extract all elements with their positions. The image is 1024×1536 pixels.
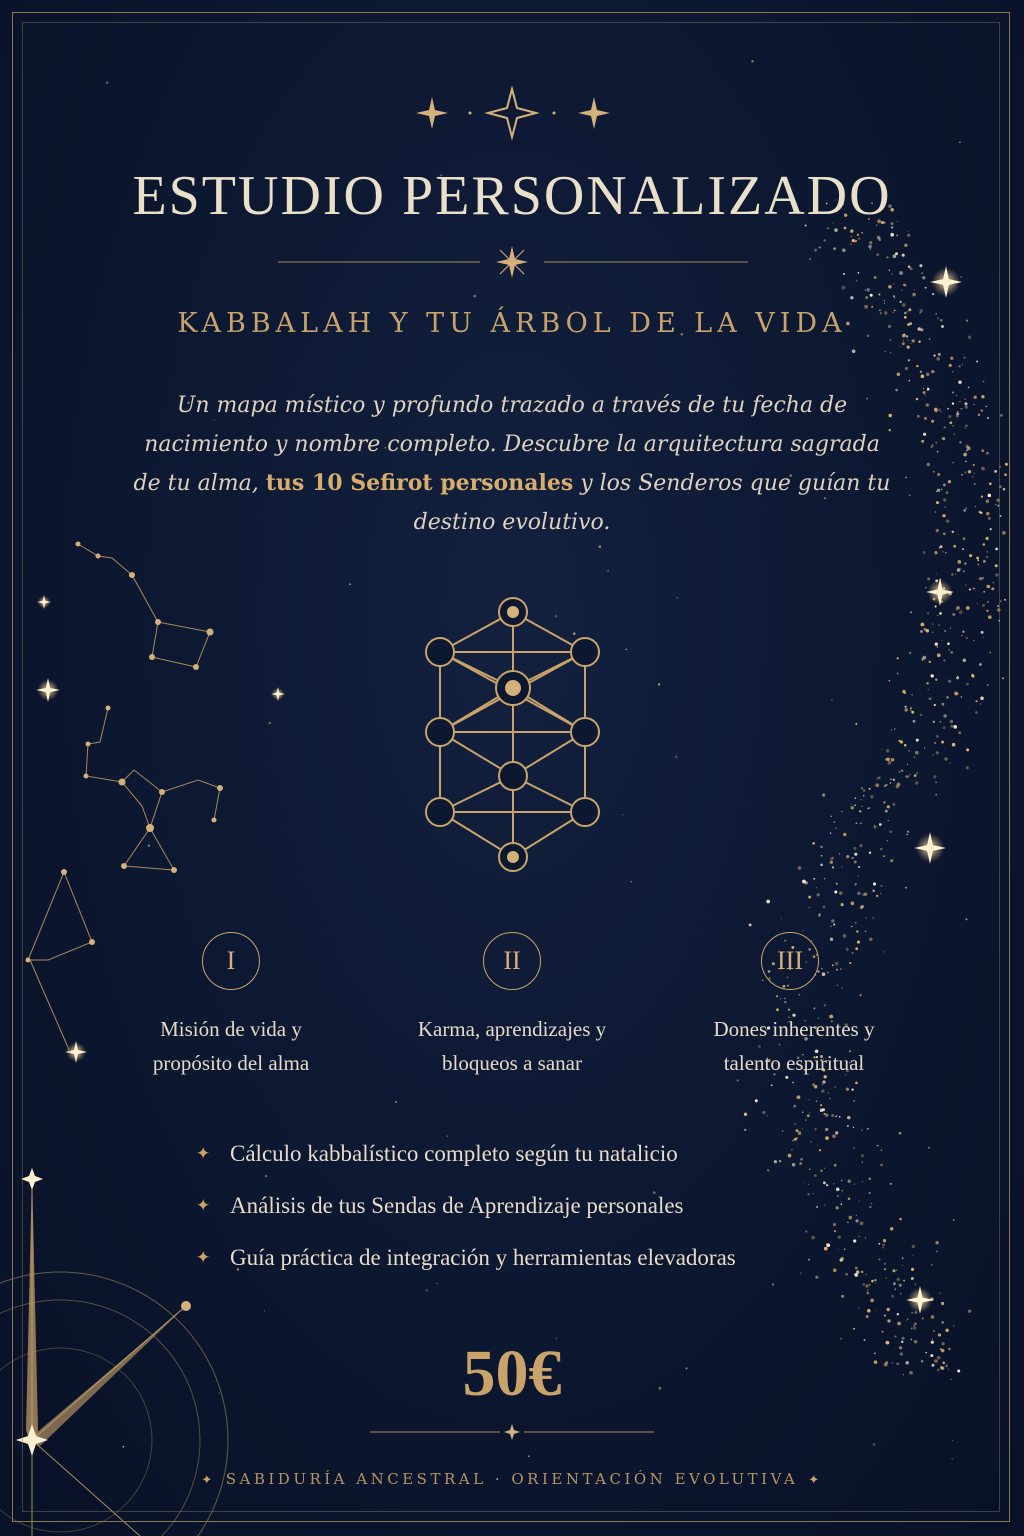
feature-numeral-1: I [202,932,260,990]
feature-numeral-2: II [483,932,541,990]
list-item-text: Análisis de tus Sendas de Aprendizaje personales [230,1193,684,1218]
list-item [196,1232,736,1284]
footer-left: SABIDURÍA ANCESTRAL [225,1470,487,1488]
includes-list [196,1128,736,1284]
four-point-star-icon: ✦ [201,1473,216,1488]
feature-text-1 [96,1012,366,1080]
list-item [196,1128,736,1180]
feature-text-2 [377,1012,647,1080]
footer-separator: · [494,1470,504,1488]
feature-line: Dones inherentes y [713,1017,875,1041]
footer-tagline [0,1470,1024,1488]
four-point-star-icon: ✦ [196,1196,211,1215]
intro-text-start: Un mapa místico y profundo trazado a través de tu fecha de nacimiento y nombre completo. Descubre la arquitectura sagrada de tu alma, [133,393,880,496]
page-subtitle: KABBALAH Y TU ÁRBOL DE LA VIDA [177,308,847,339]
four-point-star-icon: ✦ [196,1144,211,1163]
feature-numeral-3: III [761,932,819,990]
footer-right: ORIENTACIÓN EVOLUTIVA [511,1470,799,1488]
inner-frame [22,22,1000,1512]
price: 50€ [462,1337,562,1410]
feature-line: Karma, aprendizajes y [417,1017,607,1041]
feature-text-3 [659,1012,929,1080]
list-item-text: Cálculo kabbalístico completo según tu natalicio [230,1141,678,1166]
list-item-text: Guía práctica de integración y herramientas elevadoras [230,1245,736,1270]
feature-line: Misión de vida y [160,1017,302,1041]
feature-line: bloqueos a sanar [442,1051,582,1075]
page-title: ESTUDIO PERSONALIZADO [132,165,892,227]
intro-highlight: tus 10 Sefirot personales [265,470,574,496]
feature-line: talento espiritual [723,1051,865,1075]
intro-paragraph [130,386,894,542]
intro-text-end: y los Senderos que guían tu destino evolutivo. [413,471,891,535]
list-item [196,1180,736,1232]
four-point-star-icon: ✦ [196,1248,211,1267]
four-point-star-icon: ✦ [808,1473,823,1488]
feature-line: propósito del alma [152,1051,310,1075]
